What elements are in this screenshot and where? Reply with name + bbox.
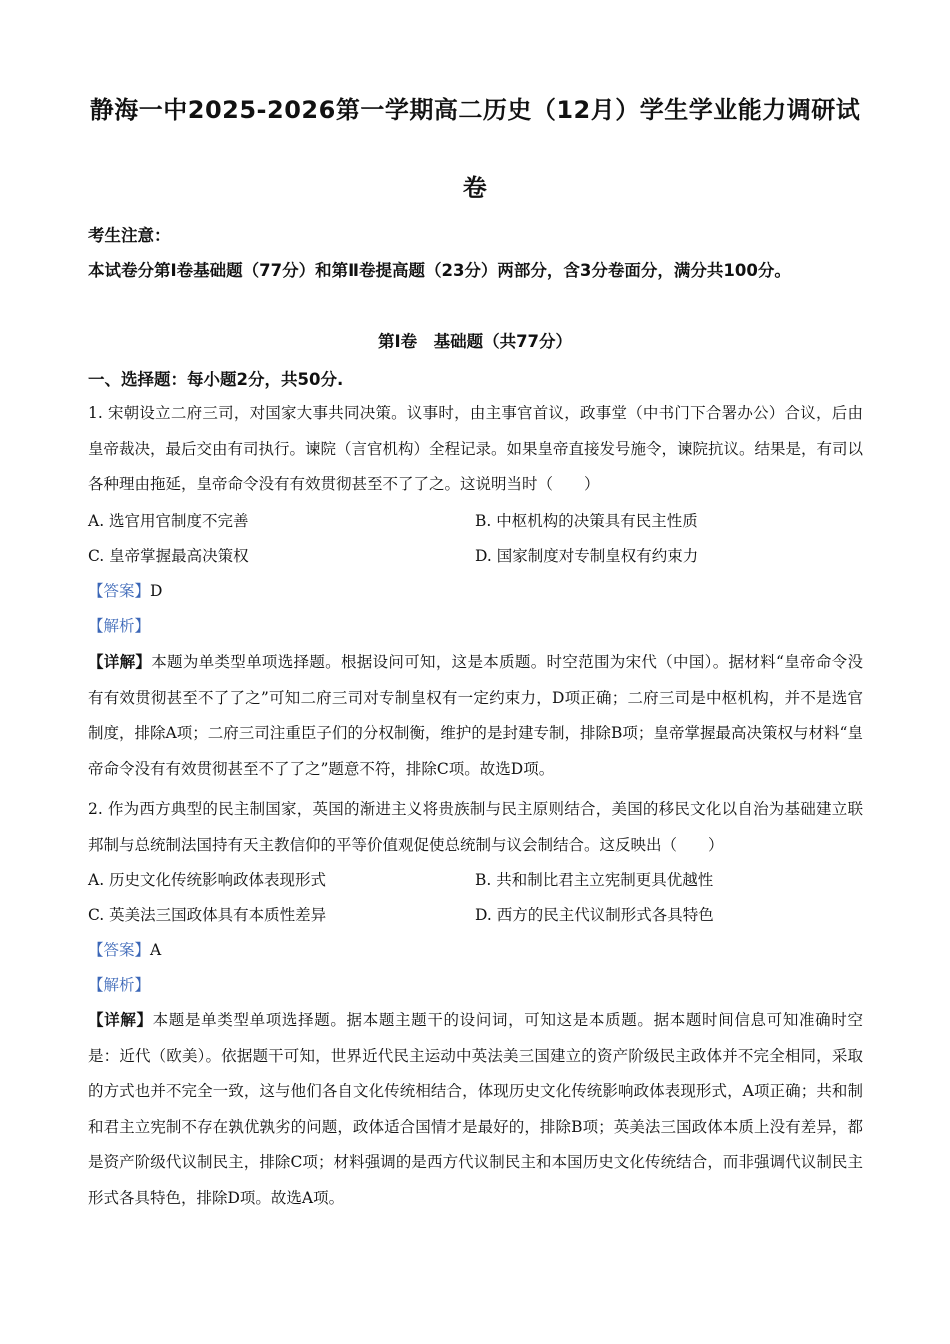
answer-value: A [150, 941, 162, 959]
exam-title-line2: 卷 [462, 174, 488, 202]
detail-text: 本题为单类型单项选择题。根据设问可知，这是本质题。时空范围为宋代（中国）。据材料“皇帝命令没有有效贯彻甚至不了了之”可知二府三司对专制皇权有一定约束力，D项正确；二府三司是中枢机构，并不是选官制度，排除A项；二府三司注重臣子们的分权制衡，维护的是封建专制，排除B项；皇帝掌握最高决策权与材料“皇帝命令没有有效贯彻甚至不了了之”题意不符，排除C项。故选D项。 [88, 653, 863, 778]
question-1-options-row-1 [88, 509, 863, 539]
exam-title-line1: 静海一中2025-2026第一学期高二历史（12月）学生学业能力调研试 [89, 96, 861, 124]
question-1-option-d: D. 国家制度对专制皇权有约束力 [475, 547, 699, 565]
question-1-analysis-label: 【解析】 [88, 617, 151, 635]
question-1-options-row-2 [88, 544, 863, 574]
section-title: 一、选择题：每小题2分，共50分. [88, 370, 344, 389]
question-2-detail [88, 1003, 863, 1216]
question-2-option-a: A. 历史文化传统影响政体表现形式 [88, 871, 327, 889]
question-2-option-c: C. 英美法三国政体具有本质性差异 [88, 906, 327, 924]
answer-label: 【答案】 [88, 582, 151, 600]
detail-text: 本题是单类型单项选择题。据本题主题干的设问词，可知这是本质题。据本题时间信息可知准确时空是：近代（欧美）。依据题干可知，世界近代民主运动中英法美三国建立的资产阶级民主政体并不完全相同，采取的方式也并不完全一致，这与他们各自文化传统相结合，体现历史文化传统影响政体表现形式，A项正确；共和制和君主立宪制不存在孰优孰劣的问题，政体适合国情才是最好的，排除B项；英美法三国政体本质上没有差异，都是资产阶级代议制民主，排除C项；材料强调的是西方代议制民主和本国历史文化传统结合，而非强调代议制民主形式各具特色，排除D项。故选A项。 [88, 1011, 863, 1207]
question-1-option-c: C. 皇帝掌握最高决策权 [88, 547, 249, 565]
part-title: 第Ⅰ卷 基础题（共77分） [377, 332, 573, 351]
question-2-options-row-1 [88, 868, 863, 898]
detail-label: 【详解】 [88, 653, 152, 671]
question-1-detail [88, 645, 863, 787]
question-2-stem: 2. 作为西方典型的民主制国家，英国的渐进主义将贵族制与民主原则结合，美国的移民文化以自治为基础建立联邦制与总统制法国持有天主教信仰的平等价值观促使总统制与议会制结合。这反映出（ ） [88, 800, 863, 854]
question-2-answer [88, 938, 161, 960]
question-2-options-row-2 [88, 903, 863, 933]
notice-heading: 考生注意： [88, 226, 171, 245]
question-2-option-d: D. 西方的民主代议制形式各具特色 [475, 906, 714, 924]
question-1-option-a: A. 选官用官制度不完善 [88, 512, 249, 530]
answer-value: D [150, 582, 163, 600]
notice-body: 本试卷分第Ⅰ卷基础题（77分）和第Ⅱ卷提高题（23分）两部分，含3分卷面分，满分共100分。 [88, 261, 791, 280]
question-2-analysis-label: 【解析】 [88, 976, 151, 994]
question-2-option-b: B. 共和制比君主立宪制更具优越性 [475, 871, 714, 889]
question-1-answer [88, 579, 162, 601]
answer-label: 【答案】 [88, 941, 151, 959]
question-1-stem: 1. 宋朝设立二府三司，对国家大事共同决策。议事时，由主事官首议，政事堂（中书门下合署办公）合议，后由皇帝裁决，最后交由有司执行。谏院（言官机构）全程记录。如果皇帝直接发号施令，谏院抗议。结果是，有司以各种理由拖延，皇帝命令没有有效贯彻甚至不了了之。这说明当时（ ） [88, 404, 864, 493]
detail-label: 【详解】 [88, 1011, 153, 1029]
question-1-option-b: B. 中枢机构的决策具有民主性质 [475, 512, 698, 530]
